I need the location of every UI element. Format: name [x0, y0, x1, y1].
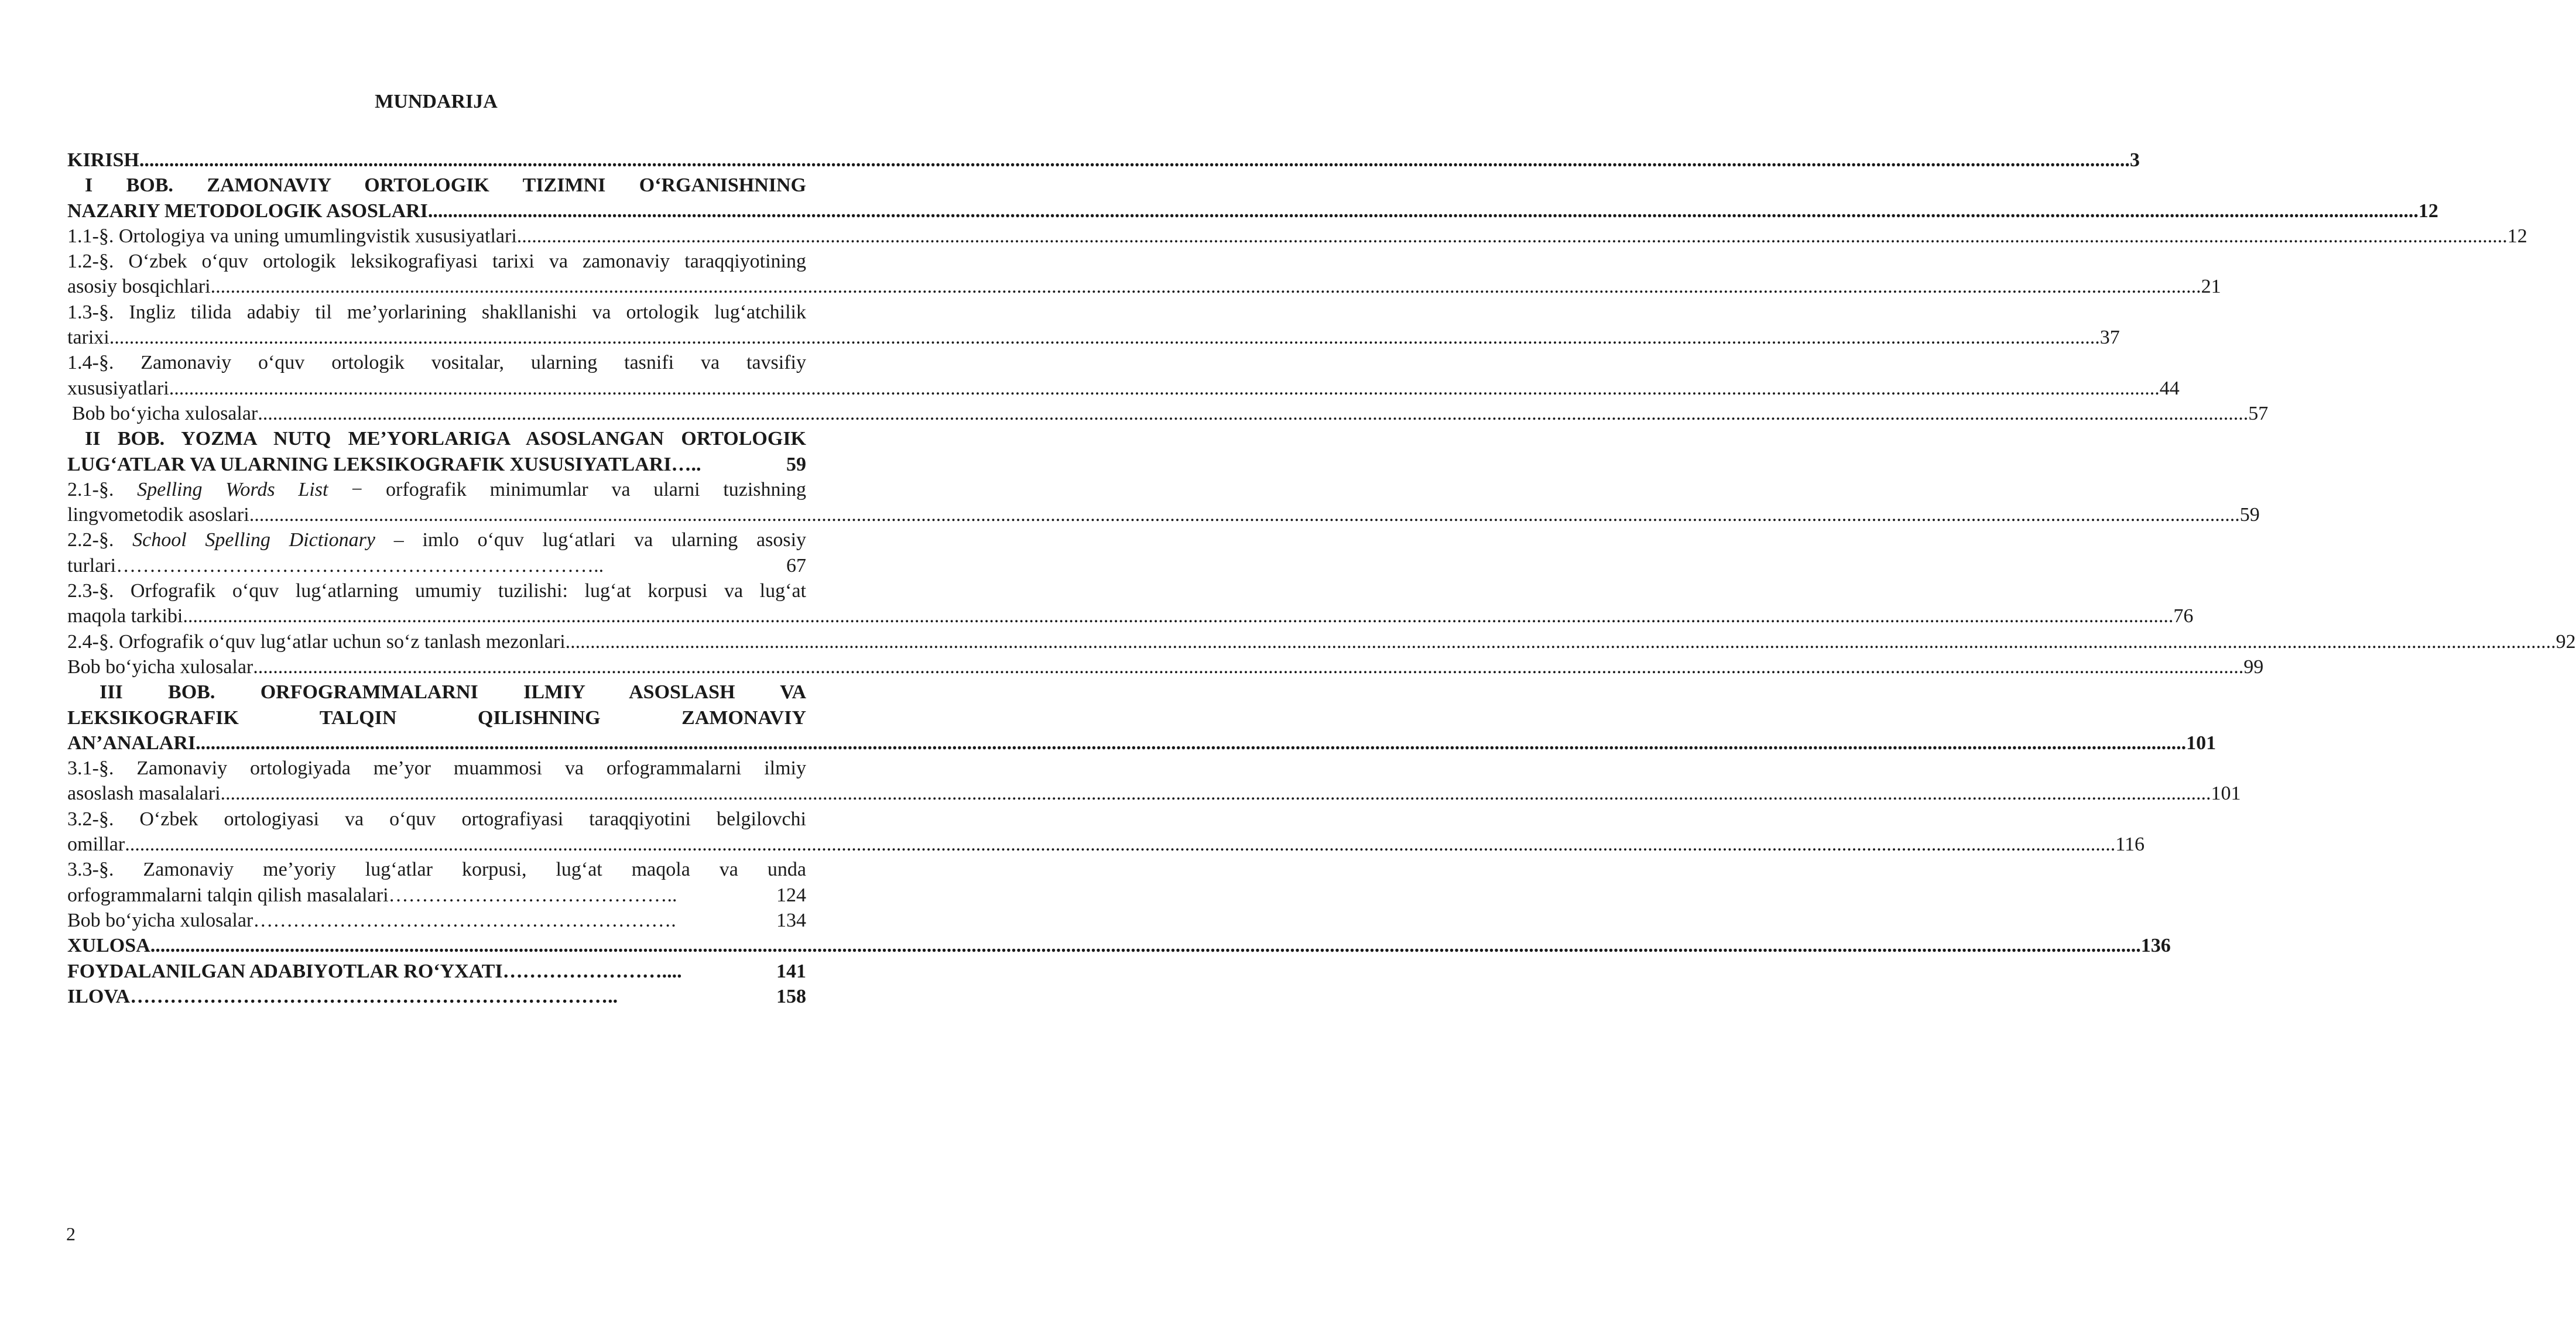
toc-page-number: 101	[2211, 783, 2241, 805]
toc-leader-dots: ................................................................................................................................................................................................................................................................................................................................................................................................................	[516, 225, 2508, 247]
toc-entry-title: KIRISH	[67, 149, 139, 171]
page-title: MUNDARIJA	[375, 91, 498, 112]
toc-entry-title: turlari………………………………………………………………..	[67, 554, 604, 577]
toc-entry	[67, 857, 806, 908]
toc-entry-last-line	[67, 654, 2264, 680]
toc-page-number: 134	[776, 909, 806, 931]
toc-page-number: 136	[2140, 935, 2171, 957]
toc-entry	[67, 527, 806, 578]
toc-entry-title: ILOVA………………………………………………………………..	[67, 985, 618, 1007]
toc-entry-line: 3.1-§. Zamonaviy ortologiyada me’yor muammosi va orfogrammalarni ilmiy	[67, 757, 806, 780]
toc-entry-last-line	[67, 553, 806, 578]
toc-entry-last-line	[67, 933, 2171, 958]
toc-entry-last-line	[67, 730, 2217, 756]
toc-entry-last-line	[67, 959, 806, 984]
toc-entry-title: asosiy bosqichlari	[67, 276, 211, 298]
toc-entry	[67, 350, 2180, 401]
table-of-contents	[67, 148, 2576, 1009]
toc-entry	[67, 933, 2171, 958]
toc-leader-dots: ................................................................................................................................................................................................................................................................................................................................................................................................................	[427, 200, 2419, 222]
toc-page-number: 124	[776, 884, 806, 906]
toc-entry	[67, 249, 2221, 300]
toc-page-number: 21	[2201, 276, 2221, 298]
toc-page-number: 59	[2239, 504, 2260, 526]
toc-entry-last-line	[67, 781, 2241, 806]
toc-entry-last-line	[67, 452, 806, 477]
toc-entry-line: II BOB. YOZMA NUTQ ME’YORLARIGA ASOSLANGAN ORTOLOGIK	[85, 428, 806, 450]
toc-entry-line: 1.3-§. Ingliz tilida adabiy til me’yorlarining shakllanishi va ortologik lug‘atchilik	[67, 301, 806, 323]
toc-leader-dots: ................................................................................................................................................................................................................................................................................................................................................................................................................	[139, 149, 2130, 171]
page-number: 2	[66, 1223, 76, 1244]
toc-entry-line: 2.2-§. School Spelling Dictionary – imlo o‘quv lug‘atlari va ularning asosiy	[67, 529, 807, 551]
toc-entry-title: lingvometodik asoslari	[67, 504, 249, 526]
toc-page-number: 57	[2248, 402, 2269, 424]
toc-page-number: 76	[2173, 605, 2194, 627]
toc-page-number: 12	[2507, 225, 2527, 247]
toc-entry	[67, 654, 2264, 680]
toc-entry	[67, 756, 2241, 807]
toc-entry-line: I BOB. ZAMONAVIY ORTOLOGIK TIZIMNI O‘RGANISHNING	[85, 174, 806, 197]
toc-entry-last-line	[67, 883, 806, 908]
toc-entry-line: 3.3-§. Zamonaviy me’yoriy lug‘atlar korpusi, lug‘at maqola va unda	[67, 859, 806, 881]
toc-leader-dots: ................................................................................................................................................................................................................................................................................................................................................................................................................	[258, 402, 2249, 424]
toc-entry-title: LUG‘ATLAR VA ULARNING LEKSIKOGRAFIK XUSUSIYATLARI…..	[67, 453, 701, 475]
toc-leader-dots: ................................................................................................................................................................................................................................................................................................................................................................................................................	[565, 630, 2556, 653]
toc-page-number: 141	[776, 960, 806, 982]
toc-leader-dots: ................................................................................................................................................................................................................................................................................................................................................................................................................	[253, 656, 2244, 678]
toc-entry	[67, 908, 806, 933]
toc-entry	[67, 224, 2527, 249]
toc-entry-title: maqola tarkibi	[67, 605, 183, 627]
toc-entry	[67, 629, 2576, 654]
toc-leader-dots: ................................................................................................................................................................................................................................................................................................................................................................................................................	[249, 504, 2240, 526]
toc-entry-line: 1.2-§. O‘zbek o‘quv ortologik leksikografiyasi tarixi va zamonaviy taraqqiyotining	[67, 251, 806, 273]
toc-entry-last-line	[67, 274, 2221, 299]
toc-entry	[67, 680, 2217, 756]
toc-page-number: 3	[2129, 149, 2140, 171]
toc-entry	[67, 578, 2194, 629]
toc-entry-last-line	[67, 908, 806, 933]
toc-entry-title: XULOSA	[67, 935, 150, 957]
toc-entry-last-line	[67, 224, 2527, 249]
toc-leader-dots: ................................................................................................................................................................................................................................................................................................................................................................................................................	[169, 377, 2160, 399]
toc-entry	[67, 984, 806, 1009]
toc-entry-line: III BOB. ORFOGRAMMALARNI ILMIY ASOSLASH VA	[100, 681, 806, 704]
toc-entry-title: omillar	[67, 833, 125, 856]
toc-entry-title: Bob bo‘yicha xulosalar	[67, 656, 254, 678]
toc-entry-last-line	[67, 603, 2194, 629]
toc-entry-title: AN’ANALARI	[67, 732, 196, 754]
toc-entry-title: FOYDALANILGAN ADABIYOTLAR RO‘YXATI……………………....	[67, 960, 682, 982]
toc-entry	[67, 300, 2120, 351]
toc-entry-last-line	[67, 832, 2145, 857]
toc-entry	[67, 477, 2260, 528]
toc-page-number: 99	[2243, 656, 2264, 678]
toc-leader-dots: ................................................................................................................................................................................................................................................................................................................................................................................................................	[150, 935, 2141, 957]
toc-entry-title: 2.4-§. Orfografik o‘quv lug‘atlar uchun so‘z tanlash mezonlari	[67, 630, 566, 653]
toc-entry-title: Bob bo‘yicha xulosalar……………………………………………………….	[67, 909, 676, 931]
toc-page-number: 37	[2099, 327, 2120, 349]
toc-entry-last-line	[67, 198, 2438, 224]
toc-page-number: 12	[2418, 200, 2438, 222]
toc-entry-line: 2.3-§. Orfografik o‘quv lug‘atlarning umumiy tuzilishi: lug‘at korpusi va lug‘at	[67, 580, 806, 602]
toc-leader-dots: ................................................................................................................................................................................................................................................................................................................................................................................................................	[109, 327, 2100, 349]
toc-entry	[67, 148, 2140, 173]
toc-entry	[67, 173, 2438, 224]
toc-entry-last-line	[67, 376, 2180, 401]
toc-entry-line: 3.2-§. O‘zbek ortologiyasi va o‘quv ortografiyasi taraqqiyotini belgilovchi	[67, 808, 806, 830]
toc-entry-title: NAZARIY METODOLOGIK ASOSLARI	[67, 200, 428, 222]
toc-entry-last-line	[67, 629, 2576, 654]
toc-leader-dots: ................................................................................................................................................................................................................................................................................................................................................................................................................	[220, 783, 2211, 805]
toc-entry-title: xususiyatlari	[67, 377, 169, 399]
toc-leader-dots: ................................................................................................................................................................................................................................................................................................................................................................................................................	[183, 605, 2174, 627]
toc-entry	[67, 426, 806, 477]
toc-page-number: 158	[776, 985, 806, 1007]
toc-page-number: 59	[786, 453, 806, 475]
toc-entry-last-line	[67, 325, 2120, 350]
toc-entry-title: Bob bo‘yicha xulosalar	[72, 402, 258, 424]
toc-leader-dots: ................................................................................................................................................................................................................................................................................................................................................................................................................	[125, 833, 2116, 856]
toc-page-number: 116	[2115, 833, 2145, 856]
toc-page-number: 67	[786, 554, 806, 577]
toc-page-number: 92	[2556, 630, 2576, 653]
toc-entry-line: 2.1-§. Spelling Words List − orfografik minimumlar va ularni tuzishning	[67, 478, 806, 500]
toc-entry	[67, 401, 2269, 426]
toc-entry-last-line	[67, 984, 806, 1009]
toc-entry-title: 1.1-§. Ortologiya va uning umumlingvistik xususiyatlari	[67, 225, 517, 247]
toc-entry	[67, 959, 806, 984]
toc-entry	[67, 807, 2145, 857]
toc-leader-dots: ................................................................................................................................................................................................................................................................................................................................................................................................................	[210, 276, 2201, 298]
toc-entry-last-line	[67, 401, 2269, 426]
toc-entry-last-line	[67, 148, 2140, 173]
toc-entry-title: tarixi	[67, 327, 109, 349]
toc-entry-line: 1.4-§. Zamonaviy o‘quv ortologik vositalar, ularning tasnifi va tavsifiy	[67, 352, 806, 374]
toc-leader-dots: ................................................................................................................................................................................................................................................................................................................................................................................................................	[196, 732, 2187, 754]
toc-entry-title: asoslash masalalari	[67, 783, 221, 805]
toc-entry-last-line	[67, 502, 2260, 527]
toc-entry-line: LEKSIKOGRAFIK TALQIN QILISHNING ZAMONAVIY	[67, 706, 806, 729]
toc-page-number: 44	[2159, 377, 2180, 399]
toc-page-number: 101	[2186, 732, 2217, 754]
toc-entry-title: orfogrammalarni talqin qilish masalalari……………………………………..	[67, 884, 677, 906]
